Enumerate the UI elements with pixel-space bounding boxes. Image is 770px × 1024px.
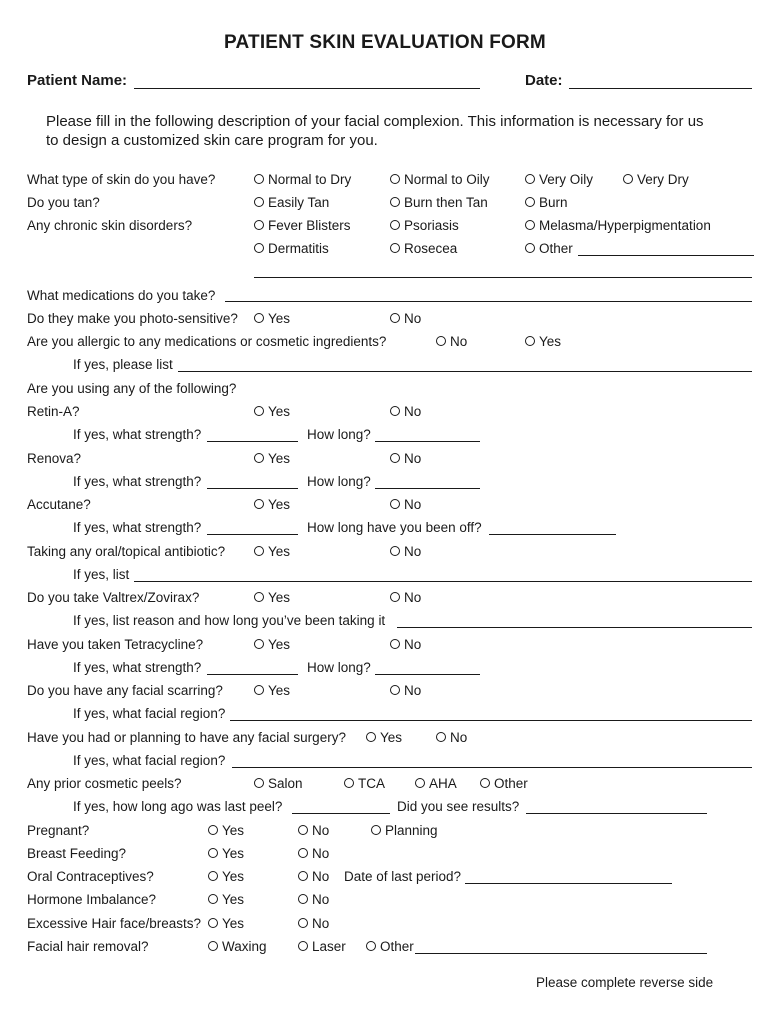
option-excessive-hair-yes[interactable]: Yes xyxy=(208,916,244,931)
tetracycline-strength-field[interactable] xyxy=(207,674,298,675)
option-antibiotic-no[interactable]: No xyxy=(390,544,421,559)
question-skin-type: What type of skin do you have? xyxy=(27,172,216,187)
tetracycline-how-long-label: How long? xyxy=(307,660,371,675)
option-peel-aha[interactable]: AHA xyxy=(415,776,457,791)
option-photo-yes[interactable]: Yes xyxy=(254,311,290,326)
intro-line-2: to design a customized skin care program for you. xyxy=(46,132,378,149)
question-accutane: Accutane? xyxy=(27,497,91,512)
question-scarring: Do you have any facial scarring? xyxy=(27,683,223,698)
question-allergic: Are you allergic to any medications or cosmetic ingredients? xyxy=(27,334,387,349)
renova-how-long-label: How long? xyxy=(307,474,371,489)
retin-a-strength-field[interactable] xyxy=(207,441,298,442)
footer-note: Please complete reverse side xyxy=(536,975,714,990)
option-antibiotic-yes[interactable]: Yes xyxy=(254,544,290,559)
last-peel-label: If yes, how long ago was last peel? xyxy=(73,799,283,814)
question-skin-disorders: Any chronic skin disorders? xyxy=(27,218,193,233)
form-title: PATIENT SKIN EVALUATION FORM xyxy=(224,32,546,53)
question-breast-feeding: Breast Feeding? xyxy=(27,846,127,861)
option-melasma[interactable]: Melasma/Hyperpigmentation xyxy=(525,218,711,233)
surgery-region-field[interactable] xyxy=(232,767,752,768)
medications-field[interactable] xyxy=(225,301,752,302)
disorder-extra-line[interactable] xyxy=(254,277,752,278)
option-hormone-yes[interactable]: Yes xyxy=(208,892,244,907)
option-allergic-no[interactable]: No xyxy=(436,334,467,349)
renova-strength-label: If yes, what strength? xyxy=(73,474,202,489)
tetracycline-how-long-field[interactable] xyxy=(375,674,480,675)
option-scarring-no[interactable]: No xyxy=(390,683,421,698)
accutane-off-label: How long have you been off? xyxy=(307,520,482,535)
renova-how-long-field[interactable] xyxy=(375,488,480,489)
option-excessive-hair-no[interactable]: No xyxy=(298,916,329,931)
other-disorder-field[interactable] xyxy=(578,255,754,256)
option-fever-blisters[interactable]: Fever Blisters xyxy=(254,218,351,233)
option-dermatitis[interactable]: Dermatitis xyxy=(254,241,329,256)
question-renova: Renova? xyxy=(27,451,82,466)
question-valtrex: Do you take Valtrex/Zovirax? xyxy=(27,590,200,605)
option-other-disorder[interactable]: Other xyxy=(525,241,573,256)
last-period-field[interactable] xyxy=(465,883,672,884)
allergic-list-label: If yes, please list xyxy=(73,357,173,372)
peel-results-label: Did you see results? xyxy=(397,799,520,814)
option-peel-other[interactable]: Other xyxy=(480,776,528,791)
option-burn-then-tan[interactable]: Burn then Tan xyxy=(390,195,488,210)
option-rosecea[interactable]: Rosecea xyxy=(390,241,457,256)
option-breast-feeding-yes[interactable]: Yes xyxy=(208,846,244,861)
date-label: Date: xyxy=(525,72,563,89)
option-pregnant-yes[interactable]: Yes xyxy=(208,823,244,838)
question-hair-removal: Facial hair removal? xyxy=(27,939,149,954)
option-peel-salon[interactable]: Salon xyxy=(254,776,303,791)
option-renova-no[interactable]: No xyxy=(390,451,421,466)
accutane-strength-label: If yes, what strength? xyxy=(73,520,202,535)
option-contraceptives-no[interactable]: No xyxy=(298,869,329,884)
question-medications: What medications do you take? xyxy=(27,288,216,303)
antibiotic-list-label: If yes, list xyxy=(73,567,130,582)
allergic-list-field[interactable] xyxy=(178,371,752,372)
valtrex-reason-field[interactable] xyxy=(397,627,752,628)
last-peel-field[interactable] xyxy=(292,813,390,814)
valtrex-reason-label: If yes, list reason and how long you’ve been taking it xyxy=(73,613,386,628)
option-accutane-no[interactable]: No xyxy=(390,497,421,512)
renova-strength-field[interactable] xyxy=(207,488,298,489)
question-excessive-hair: Excessive Hair face/breasts? xyxy=(27,916,202,931)
intro-line-1: Please fill in the following description of your facial complexion. This information is necessary for us xyxy=(46,113,704,130)
option-burn[interactable]: Burn xyxy=(525,195,568,210)
question-photo-sensitive: Do they make you photo-sensitive? xyxy=(27,311,238,326)
tetracycline-strength-label: If yes, what strength? xyxy=(73,660,202,675)
surgery-region-label: If yes, what facial region? xyxy=(73,753,226,768)
option-very-dry[interactable]: Very Dry xyxy=(623,172,689,187)
scarring-region-label: If yes, what facial region? xyxy=(73,706,226,721)
option-contraceptives-yes[interactable]: Yes xyxy=(208,869,244,884)
retin-a-strength-label: If yes, what strength? xyxy=(73,427,202,442)
question-tetracycline: Have you taken Tetracycline? xyxy=(27,637,204,652)
option-easily-tan[interactable]: Easily Tan xyxy=(254,195,329,210)
option-tetracycline-no[interactable]: No xyxy=(390,637,421,652)
question-oral-contraceptives: Oral Contraceptives? xyxy=(27,869,154,884)
question-tan: Do you tan? xyxy=(27,195,100,210)
option-surgery-no[interactable]: No xyxy=(436,730,467,745)
option-breast-feeding-no[interactable]: No xyxy=(298,846,329,861)
option-pregnant-planning[interactable]: Planning xyxy=(371,823,438,838)
antibiotic-list-field[interactable] xyxy=(134,581,752,582)
patient-name-field[interactable] xyxy=(134,88,480,89)
option-scarring-yes[interactable]: Yes xyxy=(254,683,290,698)
question-antibiotic: Taking any oral/topical antibiotic? xyxy=(27,544,226,559)
option-accutane-yes[interactable]: Yes xyxy=(254,497,290,512)
option-very-oily[interactable]: Very Oily xyxy=(525,172,593,187)
hair-removal-other-field[interactable] xyxy=(415,953,707,954)
question-pregnant: Pregnant? xyxy=(27,823,90,838)
accutane-off-field[interactable] xyxy=(489,534,616,535)
patient-name-label: Patient Name: xyxy=(27,72,128,89)
peel-results-field[interactable] xyxy=(526,813,707,814)
option-renova-yes[interactable]: Yes xyxy=(254,451,290,466)
option-retin-a-no[interactable]: No xyxy=(390,404,421,419)
option-laser[interactable]: Laser xyxy=(298,939,346,954)
question-surgery: Have you had or planning to have any facial surgery? xyxy=(27,730,346,745)
last-period-label: Date of last period? xyxy=(344,869,462,884)
option-normal-to-oily[interactable]: Normal to Oily xyxy=(390,172,490,187)
option-allergic-yes[interactable]: Yes xyxy=(525,334,561,349)
question-retin-a: Retin-A? xyxy=(27,404,80,419)
question-using-following: Are you using any of the following? xyxy=(27,381,237,396)
option-waxing[interactable]: Waxing xyxy=(208,939,267,954)
option-valtrex-yes[interactable]: Yes xyxy=(254,590,290,605)
question-peels: Any prior cosmetic peels? xyxy=(27,776,182,791)
retin-a-how-long-label: How long? xyxy=(307,427,371,442)
question-hormone: Hormone Imbalance? xyxy=(27,892,157,907)
option-photo-no[interactable]: No xyxy=(390,311,421,326)
option-pregnant-no[interactable]: No xyxy=(298,823,329,838)
date-field[interactable] xyxy=(569,88,752,89)
option-normal-to-dry[interactable]: Normal to Dry xyxy=(254,172,351,187)
accutane-strength-field[interactable] xyxy=(207,534,298,535)
option-retin-a-yes[interactable]: Yes xyxy=(254,404,290,419)
option-tetracycline-yes[interactable]: Yes xyxy=(254,637,290,652)
option-psoriasis[interactable]: Psoriasis xyxy=(390,218,459,233)
retin-a-how-long-field[interactable] xyxy=(375,441,480,442)
option-hormone-no[interactable]: No xyxy=(298,892,329,907)
option-valtrex-no[interactable]: No xyxy=(390,590,421,605)
scarring-region-field[interactable] xyxy=(230,720,752,721)
option-surgery-yes[interactable]: Yes xyxy=(366,730,402,745)
option-hair-removal-other[interactable]: Other xyxy=(366,939,414,954)
option-peel-tca[interactable]: TCA xyxy=(344,776,385,791)
